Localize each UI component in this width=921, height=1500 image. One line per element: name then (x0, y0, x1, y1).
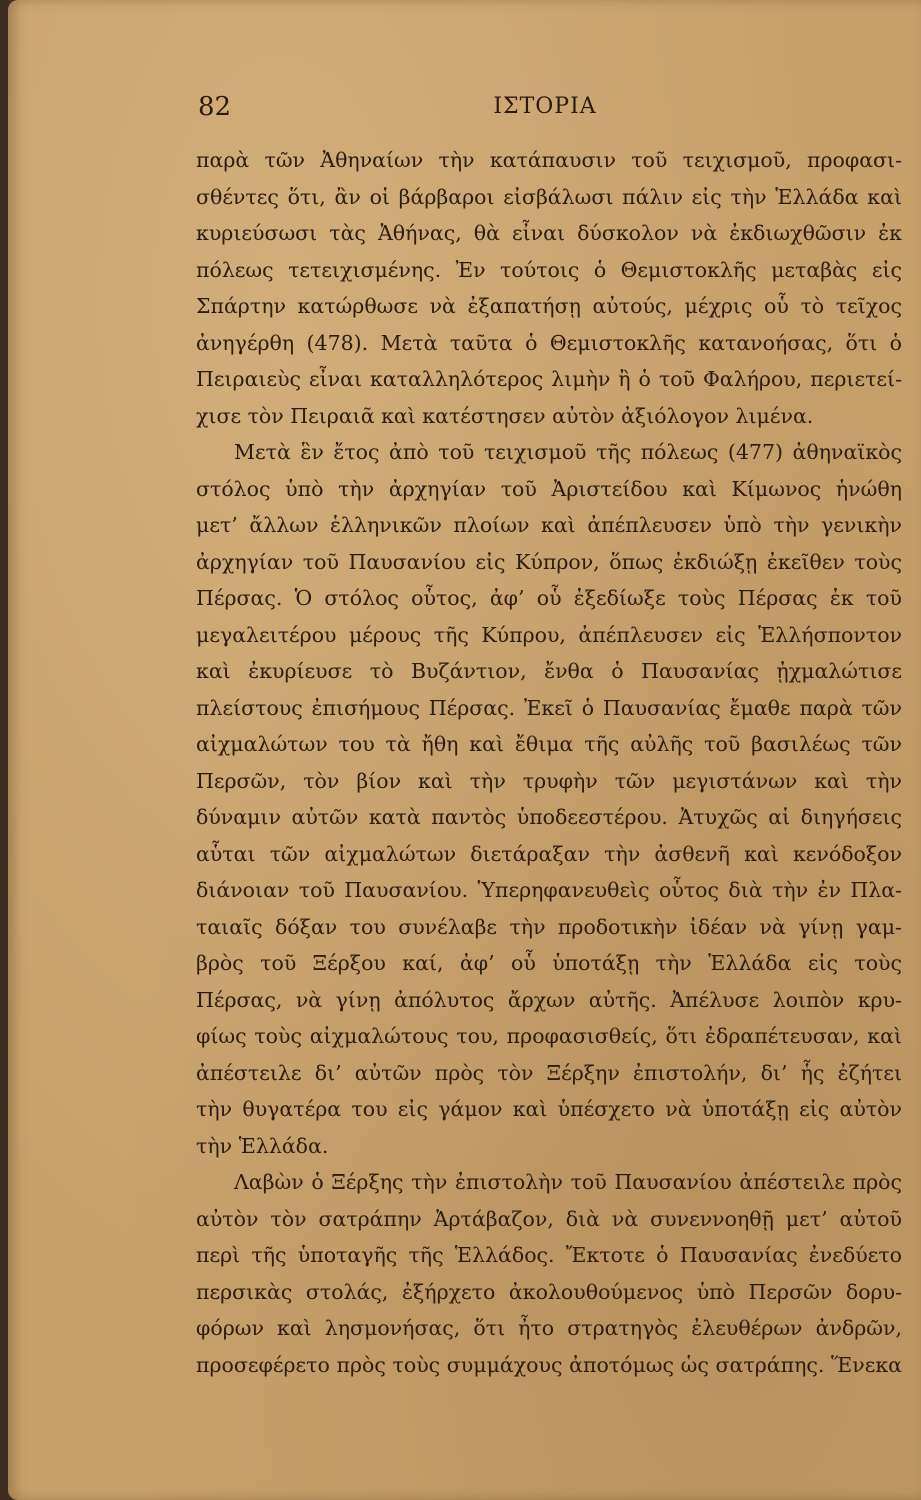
text-line: Πειραιεὺς εἶναι καταλληλότερος λιμὴν ἢ ὁ τοῦ Φαλήρου, περιετεί- (196, 367, 902, 391)
body-text (196, 142, 902, 1383)
text-line: φόρων καὶ λησμονήσας, ὅτι ἦτο στρατηγὸς ἐλευθέρων ἀνδρῶν, (196, 1316, 902, 1340)
text-line: ταιαῖς δόξαν του συνέλαβε τὴν προδοτικὴν ἰδέαν νὰ γίνῃ γαμ- (196, 914, 902, 939)
text-line: παρὰ τῶν Ἀθηναίων τὴν κατάπαυσιν τοῦ τειχισμοῦ, προφασι- (196, 148, 902, 172)
paragraph-first-line: Μετὰ ἓν ἔτος ἀπὸ τοῦ τειχισμοῦ τῆς πόλεως (477) ἀθηναϊκὸς (234, 440, 902, 464)
book-page (8, 0, 921, 1500)
text-line: πόλεως τετειχισμένης. Ἐν τούτοις ὁ Θεμιστοκλῆς μεταβὰς εἰς (196, 257, 902, 282)
text-line: τὴν θυγατέρα του εἰς γάμον καὶ ὑπέσχετο νὰ ὑποτάξῃ εἰς αὐτὸν (196, 1097, 902, 1121)
text-line: Πέρσας. Ὁ στόλος οὗτος, ἀφ’ οὗ ἐξεδίωξε τοὺς Πέρσας ἐκ τοῦ (196, 586, 902, 610)
text-line: περὶ τῆς ὑποταγῆς τῆς Ἑλλάδος. Ἔκτοτε ὁ Παυσανίας ἐνεδύετο (196, 1243, 902, 1267)
text-line: φίως τοὺς αἰχμαλώτους του, προφασισθείς, ὅτι ἐδραπέτευσαν, καὶ (196, 1024, 902, 1048)
text-line: αἰχμαλώτων του τὰ ἤθη καὶ ἔθιμα τῆς αὐλῆς τοῦ βασιλέως τῶν (196, 732, 902, 756)
text-line: περσικὰς στολάς, ἐξήρχετο ἀκολουθούμενος ὑπὸ Περσῶν δορυ- (196, 1279, 902, 1304)
text-line: προσεφέρετο πρὸς τοὺς συμμάχους ἀποτόμως ὡς σατράπης. Ἕνεκα (196, 1352, 902, 1377)
running-title: ΙΣΤΟΡΙΑ (493, 94, 597, 119)
text-line: βρὸς τοῦ Ξέρξου καί, ἀφ’ οὗ ὑποτάξῃ τὴν Ἑλλάδα εἰς τοὺς (196, 951, 902, 975)
text-line: διάνοιαν τοῦ Παυσανίου. Ὑπερηφανευθεὶς οὗτος διὰ τὴν ἐν Πλα- (196, 878, 902, 902)
text-line: αὗται τῶν αἰχμαλώτων διετάραξαν τὴν ἀσθενῆ καὶ κενόδοξον (196, 841, 902, 866)
text-line: πλείστους ἐπισήμους Πέρσας. Ἐκεῖ ὁ Παυσανίας ἔμαθε παρὰ τῶν (196, 695, 902, 720)
text-line: τὴν Ἑλλάδα. (196, 1133, 329, 1158)
text-line: καὶ ἐκυρίευσε τὸ Βυζάντιον, ἔνθα ὁ Παυσανίας ᾐχμαλώτισε (196, 659, 902, 683)
page-header (190, 92, 900, 132)
text-line: ἀνηγέρθη (478). Μετὰ ταῦτα ὁ Θεμιστοκλῆς κατανοήσας, ὅτι ὁ (196, 330, 902, 355)
text-line: Περσῶν, τὸν βίον καὶ τὴν τρυφὴν τῶν μεγιστάνων καὶ τὴν (196, 768, 902, 793)
text-line: Πέρσας, νὰ γίνῃ ἀπόλυτος ἄρχων αὐτῆς. Ἀπέλυσε λοιπὸν κρυ- (196, 987, 902, 1012)
text-line: αὐτὸν τὸν σατράπην Ἀρτάβαζον, διὰ νὰ συνεννοηθῇ μετ’ αὐτοῦ (196, 1206, 902, 1231)
text-line: στόλος ὑπὸ τὴν ἀρχηγίαν τοῦ Ἀριστείδου καὶ Κίμωνος ἡνώθη (196, 476, 902, 501)
paragraph-first-line: Λαβὼν ὁ Ξέρξης τὴν ἐπιστολὴν τοῦ Παυσανίου ἀπέστειλε πρὸς (234, 1170, 902, 1194)
text-line: μετ’ ἄλλων ἑλληνικῶν πλοίων καὶ ἀπέπλευσεν ὑπὸ τὴν γενικὴν (196, 513, 902, 537)
text-line: ἀπέστειλε δι’ αὐτῶν πρὸς τὸν Ξέρξην ἐπιστολήν, δι’ ἧς ἐζήτει (196, 1060, 902, 1085)
text-line: χισε τὸν Πειραιᾶ καὶ κατέστησεν αὐτὸν ἀξιόλογον λιμένα. (196, 403, 814, 428)
text-line: Σπάρτην κατώρθωσε νὰ ἐξαπατήσῃ αὐτούς, μέχρις οὗ τὸ τεῖχος (196, 294, 902, 318)
text-line: κυριεύσωσι τὰς Ἀθήνας, θὰ εἶναι δύσκολον νὰ ἐκδιωχθῶσιν ἐκ (196, 221, 902, 245)
text-line: μεγαλειτέρου μέρους τῆς Κύπρου, ἀπέπλευσεν εἰς Ἑλλήσποντον (196, 622, 902, 647)
text-line: ἀρχηγίαν τοῦ Παυσανίου εἰς Κύπρον, ὅπως ἐκδιώξῃ ἐκεῖθεν τοὺς (196, 549, 902, 574)
page-number: 82 (198, 92, 232, 122)
text-line: δύναμιν αὐτῶν κατὰ παντὸς ὑποδεεστέρου. Ἀτυχῶς αἱ διηγήσεις (196, 805, 902, 829)
text-line: σθέντες ὅτι, ἂν οἱ βάρβαροι εἰσβάλωσι πάλιν εἰς τὴν Ἑλλάδα καὶ (196, 184, 902, 209)
